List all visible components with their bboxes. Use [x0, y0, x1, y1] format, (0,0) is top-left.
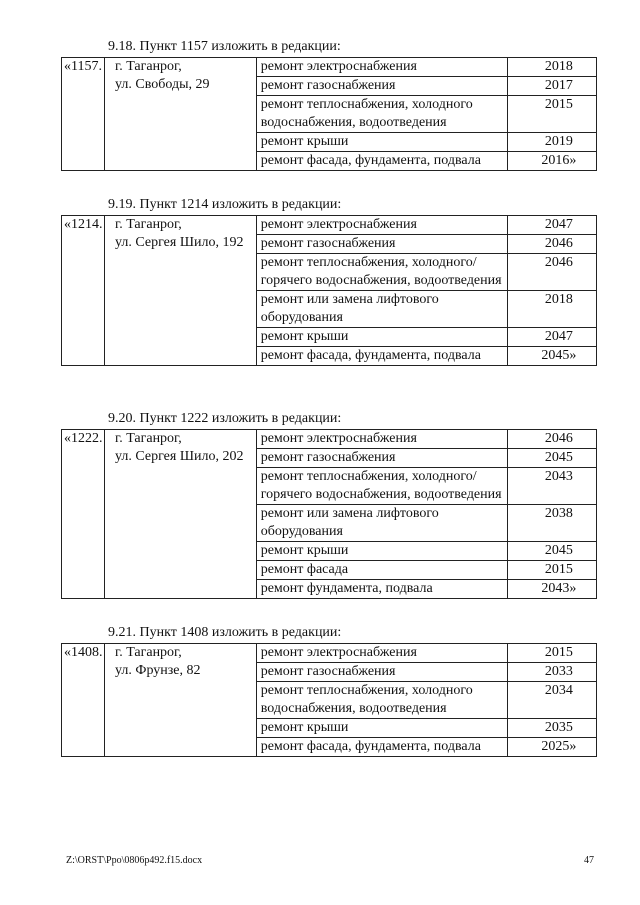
work-type: ремонт электроснабжения [256, 430, 507, 449]
work-year: 2045» [507, 347, 596, 366]
work-type: ремонт фасада [256, 561, 507, 580]
work-type: ремонт электроснабжения [256, 216, 507, 235]
item-number: «1214. [62, 216, 105, 366]
work-type: ремонт или замена лифтового оборудования [256, 505, 507, 542]
address-city: г. Таганрог, [115, 59, 182, 74]
work-year: 2043 [507, 468, 596, 505]
work-year: 2047 [507, 216, 596, 235]
work-type: ремонт электроснабжения [256, 644, 507, 663]
work-type: ремонт фасада, фундамента, подвала [256, 738, 507, 757]
work-type: ремонт газоснабжения [256, 663, 507, 682]
footer-file-path: Z:\ORST\Ppo\0806p492.f15.docx [66, 855, 203, 866]
address-street: ул. Сергея Шило, 202 [115, 449, 244, 464]
schedule-table [61, 57, 597, 171]
work-year: 2035 [507, 719, 596, 738]
work-year: 2019 [507, 133, 596, 152]
item-number: «1157. [62, 58, 105, 171]
work-year: 2045 [507, 542, 596, 561]
work-year: 2034 [507, 682, 596, 719]
work-year: 2046 [507, 254, 596, 291]
page-number: 47 [584, 855, 594, 866]
schedule-table [61, 643, 597, 757]
work-year: 2046 [507, 430, 596, 449]
work-year: 2015 [507, 96, 596, 133]
work-year: 2018 [507, 58, 596, 77]
schedule-table [61, 429, 597, 599]
work-type: ремонт электроснабжения [256, 58, 507, 77]
item-number: «1408. [62, 644, 105, 757]
address-street: ул. Фрунзе, 82 [115, 663, 201, 678]
work-year: 2043» [507, 580, 596, 599]
schedule-table [61, 215, 597, 366]
item-number: «1222. [62, 430, 105, 599]
section-heading: 9.20. Пункт 1222 изложить в редакции: [108, 411, 342, 426]
work-year: 2018 [507, 291, 596, 328]
address-cell [105, 430, 257, 599]
section-heading: 9.21. Пункт 1408 изложить в редакции: [108, 625, 342, 640]
work-type: ремонт фундамента, подвала [256, 580, 507, 599]
work-type: ремонт газоснабжения [256, 77, 507, 96]
work-type: ремонт крыши [256, 719, 507, 738]
work-type: ремонт теплоснабжения, холодного водоснабжения, водоотведения [256, 682, 507, 719]
address-street: ул. Свободы, 29 [115, 77, 210, 92]
work-type: ремонт фасада, фундамента, подвала [256, 347, 507, 366]
address-cell [105, 58, 257, 171]
work-type: ремонт крыши [256, 133, 507, 152]
work-type: ремонт теплоснабжения, холодного водоснабжения, водоотведения [256, 96, 507, 133]
work-type: ремонт газоснабжения [256, 235, 507, 254]
section-heading: 9.18. Пункт 1157 изложить в редакции: [108, 39, 341, 54]
work-year: 2047 [507, 328, 596, 347]
work-year: 2017 [507, 77, 596, 96]
work-year: 2033 [507, 663, 596, 682]
work-type: ремонт крыши [256, 542, 507, 561]
work-type: ремонт крыши [256, 328, 507, 347]
work-type: ремонт теплоснабжения, холодного/горячего водоснабжения, водоотведения [256, 468, 507, 505]
address-city: г. Таганрог, [115, 645, 182, 660]
work-year: 2038 [507, 505, 596, 542]
work-type: ремонт фасада, фундамента, подвала [256, 152, 507, 171]
work-type: ремонт газоснабжения [256, 449, 507, 468]
work-year: 2015 [507, 561, 596, 580]
work-year: 2015 [507, 644, 596, 663]
work-year: 2045 [507, 449, 596, 468]
work-year: 2046 [507, 235, 596, 254]
work-type: ремонт теплоснабжения, холодного/горячего водоснабжения, водоотведения [256, 254, 507, 291]
address-city: г. Таганрог, [115, 217, 182, 232]
address-street: ул. Сергея Шило, 192 [115, 235, 244, 250]
work-year: 2016» [507, 152, 596, 171]
address-cell [105, 644, 257, 757]
work-type: ремонт или замена лифтового оборудования [256, 291, 507, 328]
work-year: 2025» [507, 738, 596, 757]
address-city: г. Таганрог, [115, 431, 182, 446]
address-cell [105, 216, 257, 366]
section-heading: 9.19. Пункт 1214 изложить в редакции: [108, 197, 342, 212]
